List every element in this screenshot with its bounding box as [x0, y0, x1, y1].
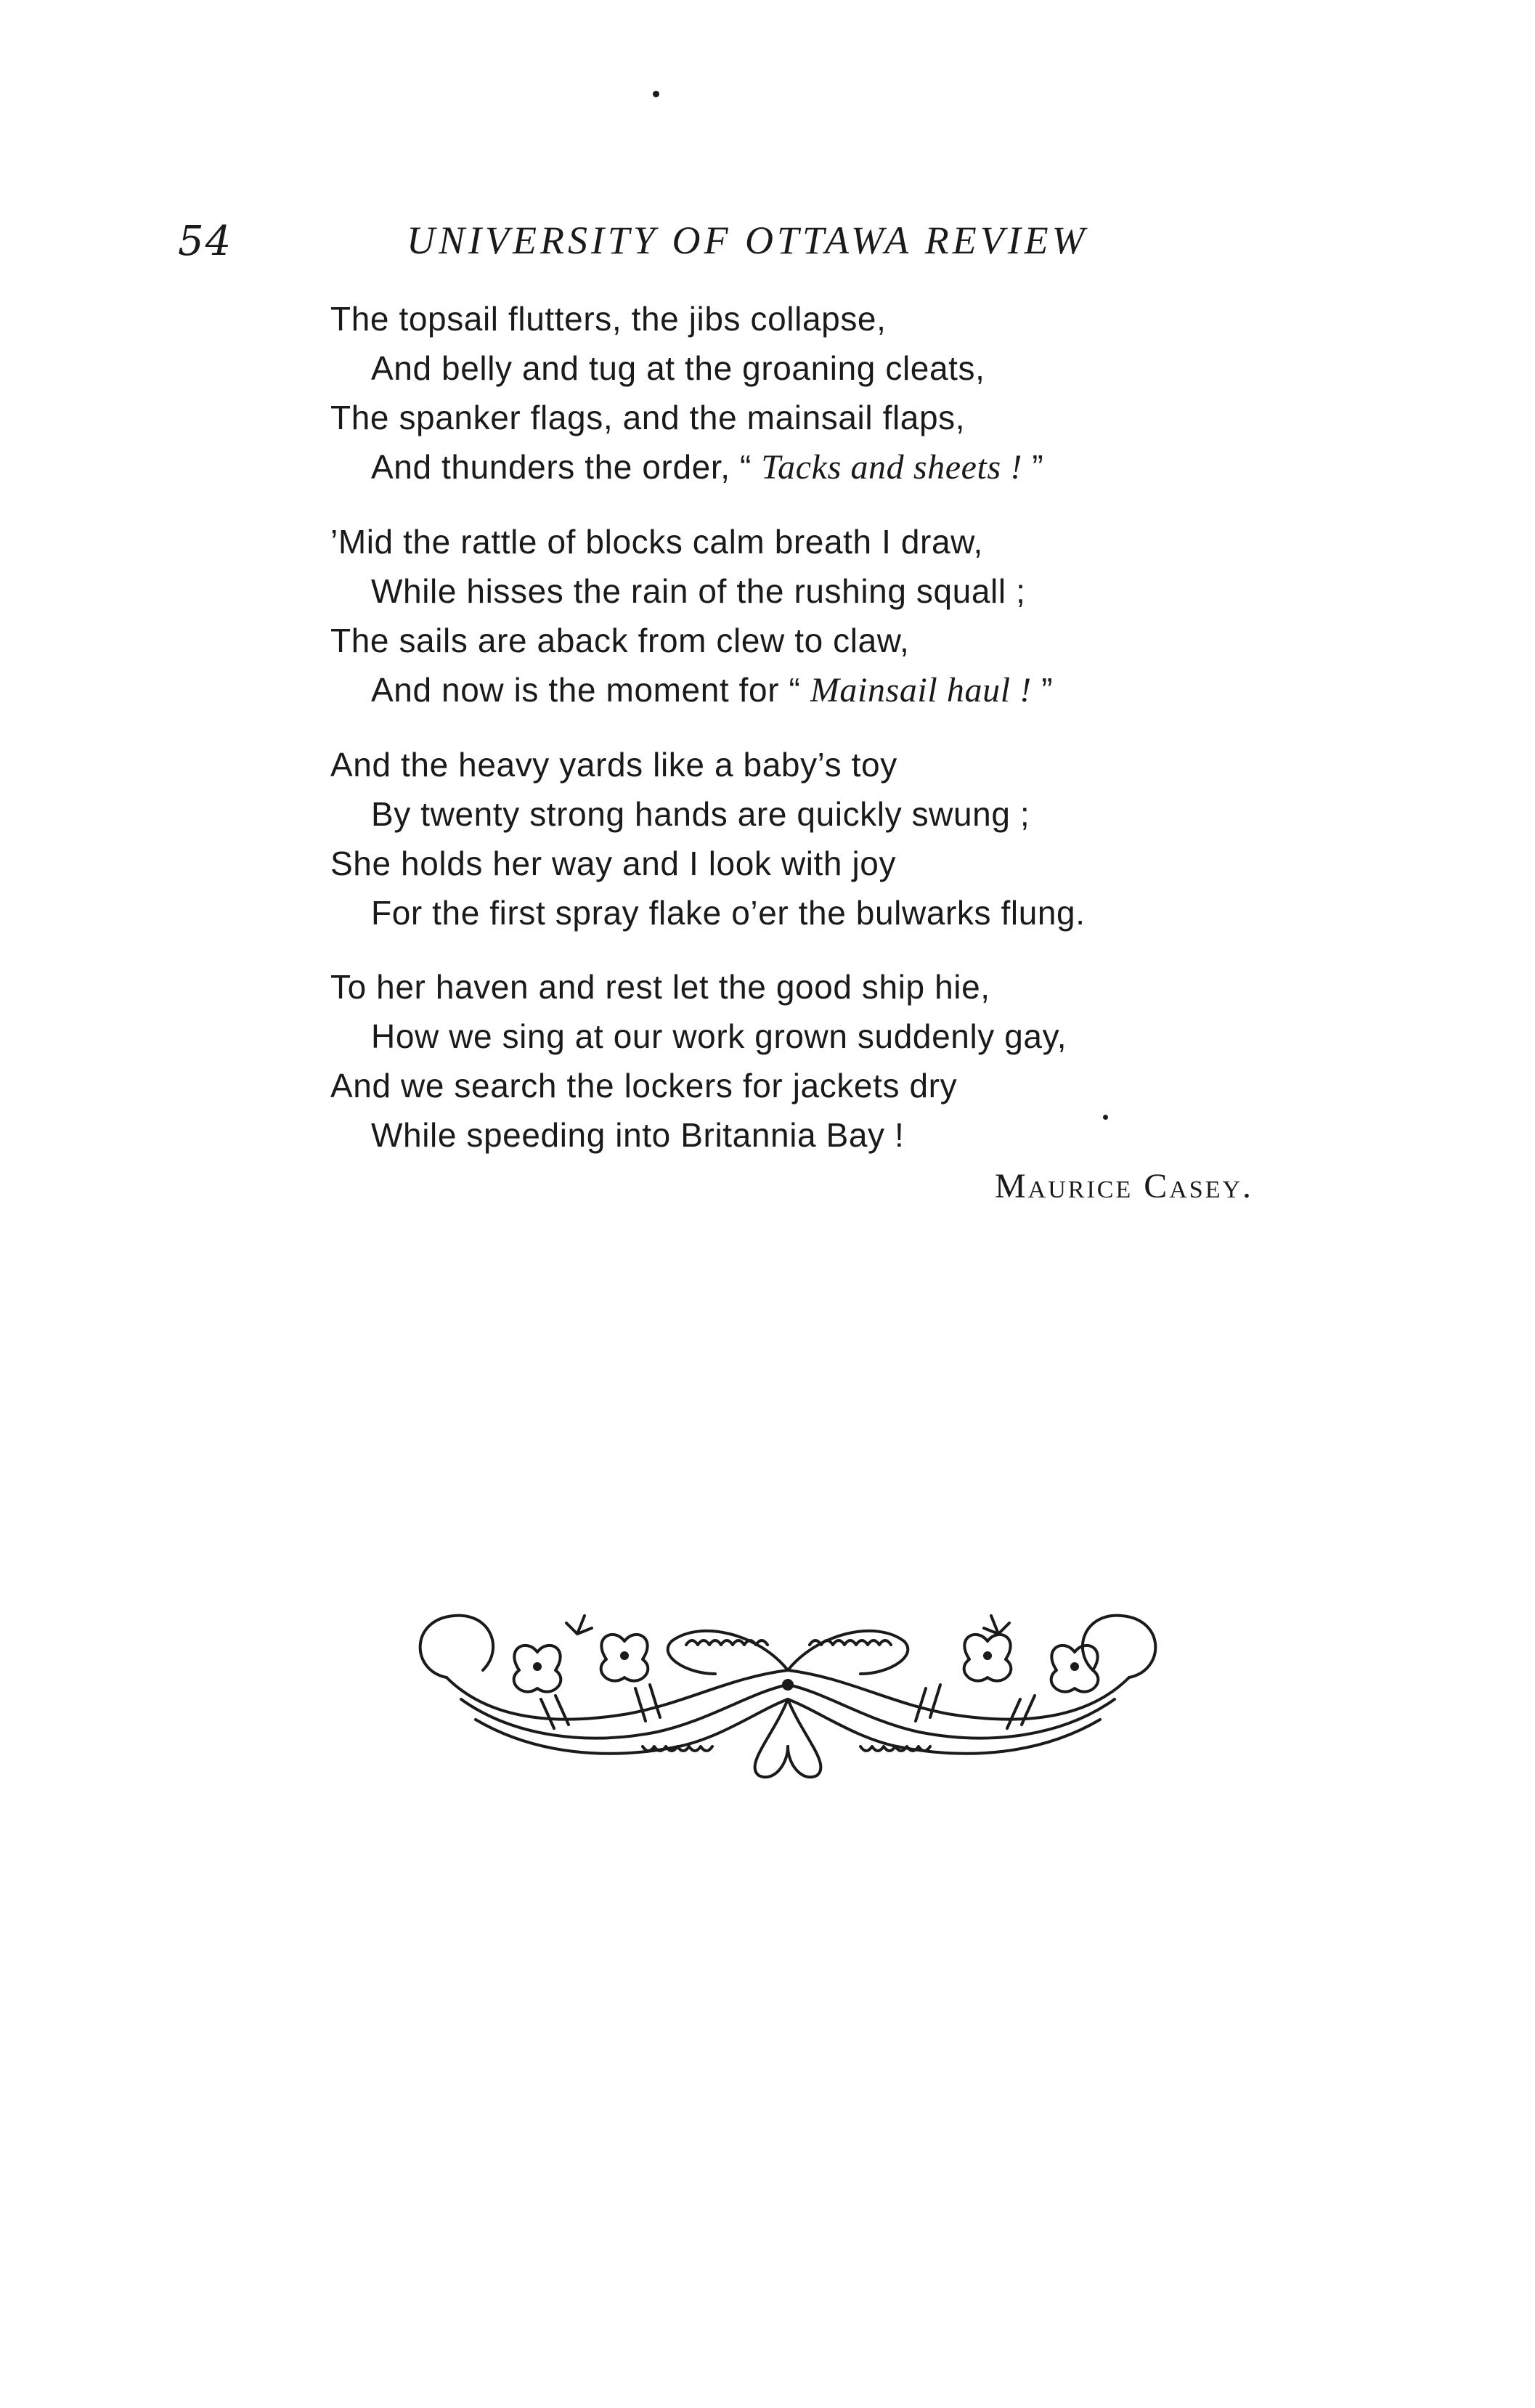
poem-line: And we search the lockers for jackets dry	[330, 1067, 958, 1105]
closing-quote: ”	[1022, 448, 1044, 486]
poem-line: The spanker flags, and the mainsail flaps,	[330, 399, 966, 436]
poem-line: By twenty strong hands are quickly swung ;	[371, 795, 1030, 833]
line-text: And thunders the order, “	[371, 448, 762, 486]
stanza-2	[330, 517, 1347, 715]
page-header	[0, 218, 1535, 276]
italic-quote: Tacks and sheets !	[761, 448, 1022, 487]
poem-line: How we sing at our work grown suddenly gay,	[371, 1017, 1067, 1055]
running-title: UNIVERSITY OF OTTAWA REVIEW	[407, 219, 1088, 262]
stanza-1	[330, 294, 1347, 492]
poem-line: And the heavy yards like a baby’s toy	[330, 746, 897, 784]
top-printer-mark	[653, 91, 659, 97]
author-signature: Maurice Casey.	[995, 1167, 1254, 1205]
stanza-3	[330, 740, 1347, 937]
poem-line	[330, 665, 1347, 715]
italic-quote: Mainsail haul !	[810, 671, 1032, 709]
poem-line: To her haven and rest let the good ship hie,	[330, 968, 990, 1006]
closing-quote: ”	[1031, 671, 1054, 709]
poem-line: The sails are aback from clew to claw,	[330, 622, 910, 659]
stanza-4	[330, 962, 1347, 1160]
poem-line: The topsail flutters, the jibs collapse,	[330, 300, 887, 338]
poem-line: She holds her way and I look with joy	[330, 845, 897, 882]
poem-line: While speeding into Britannia Bay !	[371, 1116, 905, 1154]
line-text: And now is the moment for “	[371, 671, 810, 709]
poem-line: For the first spray flake o’er the bulwarks flung.	[371, 894, 1086, 932]
poem-line	[330, 442, 1347, 492]
floral-ribbon-tailpiece-icon	[396, 1590, 1180, 1794]
page-number: 54	[178, 218, 233, 265]
poem-line: While hisses the rain of the rushing squall ;	[371, 572, 1026, 610]
poem	[330, 294, 1347, 1184]
poem-line: ’Mid the rattle of blocks calm breath I draw,	[330, 523, 983, 561]
poem-line: And belly and tug at the groaning cleats,	[371, 349, 985, 387]
stray-ink-mark	[1103, 1115, 1108, 1120]
